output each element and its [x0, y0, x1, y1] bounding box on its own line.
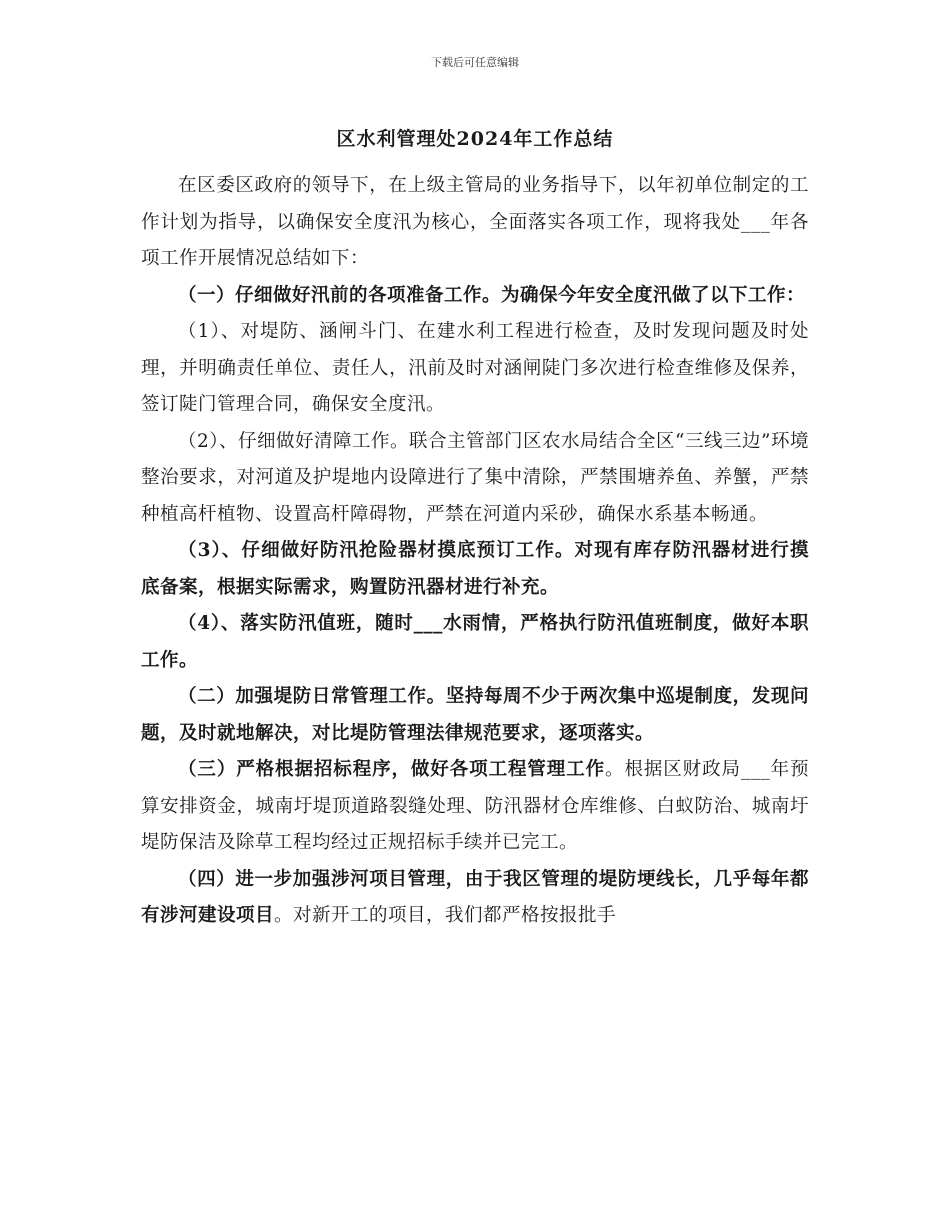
paragraph-text: （1）、对堤防、涵闸斗门、在建水利工程进行检查，及时发现问题及时处理，并明确责任单位、责任人，汛前及时对涵闸陡门多次进行检查维修及保养，签订陡门管理合同，确保安全度汛。	[141, 321, 809, 415]
paragraph-section-3	[141, 752, 809, 862]
paragraph-bold-text: （4）、落实防汛值班，随时___水雨情，严格执行防汛值班制度，做好本职工作。	[141, 613, 809, 671]
paragraph-item-4	[141, 606, 809, 679]
paragraph-text: 在区委区政府的领导下，在上级主管局的业务指导下，以年初单位制定的工作计划为指导，以确保安全度汛为核心，全面落实各项工作，现将我处___年各项工作开展情况总结如下：	[141, 175, 809, 269]
paragraph-bold-text: （3）、仔细做好防汛抢险器材摸底预订工作。对现有库存防汛器材进行摸底备案，根据实际需求，购置防汛器材进行补充。	[141, 540, 809, 598]
paragraph-text: （2）、仔细做好清障工作。联合主管部门区农水局结合全区“三线三边”环境整治要求，对河道及护堤地内设障进行了集中清除，严禁围塘养鱼、养蟹，严禁种植高杆植物、设置高杆障碍物，严禁在河道内采砂，确保水系基本畅通。	[141, 430, 809, 525]
document-title: 区水利管理处2024年工作总结	[336, 128, 614, 150]
paragraph-section-2	[141, 679, 809, 752]
document-body	[141, 168, 809, 935]
paragraph-bold-text: （四）进一步加强涉河项目管理，由于我区管理的堤防埂线长，几乎每年都有涉河建设项目	[141, 868, 809, 926]
header-note: 下载后可任意编辑	[431, 56, 519, 69]
paragraph-section-4	[141, 862, 809, 935]
paragraph-item-2	[141, 424, 809, 534]
paragraph-text: 。根据区财政局___年预算安排资金，城南圩堤顶道路裂缝处理、防汛器材仓库维修、白蚁防治、城南圩堤防保洁及除草工程均经过正规招标手续并已完工。	[141, 759, 809, 853]
paragraph-item-3	[141, 533, 809, 606]
paragraph-bold-text: （三）严格根据招标程序，做好各项工程管理工作	[178, 759, 606, 780]
paragraph-intro	[141, 168, 809, 278]
paragraph-section-1	[141, 278, 809, 315]
paragraph-item-1	[141, 314, 809, 424]
paragraph-bold-text: （二）加强堤防日常管理工作。坚持每周不少于两次集中巡堤制度，发现问题，及时就地解决，对比堤防管理法律规范要求，逐项落实。	[141, 686, 809, 744]
paragraph-bold-text: （一）仔细做好汛前的各项准备工作。为确保今年安全度汛做了以下工作：	[178, 284, 806, 306]
paragraph-text: 。对新开工的项目，我们都严格按报批手	[274, 905, 617, 926]
